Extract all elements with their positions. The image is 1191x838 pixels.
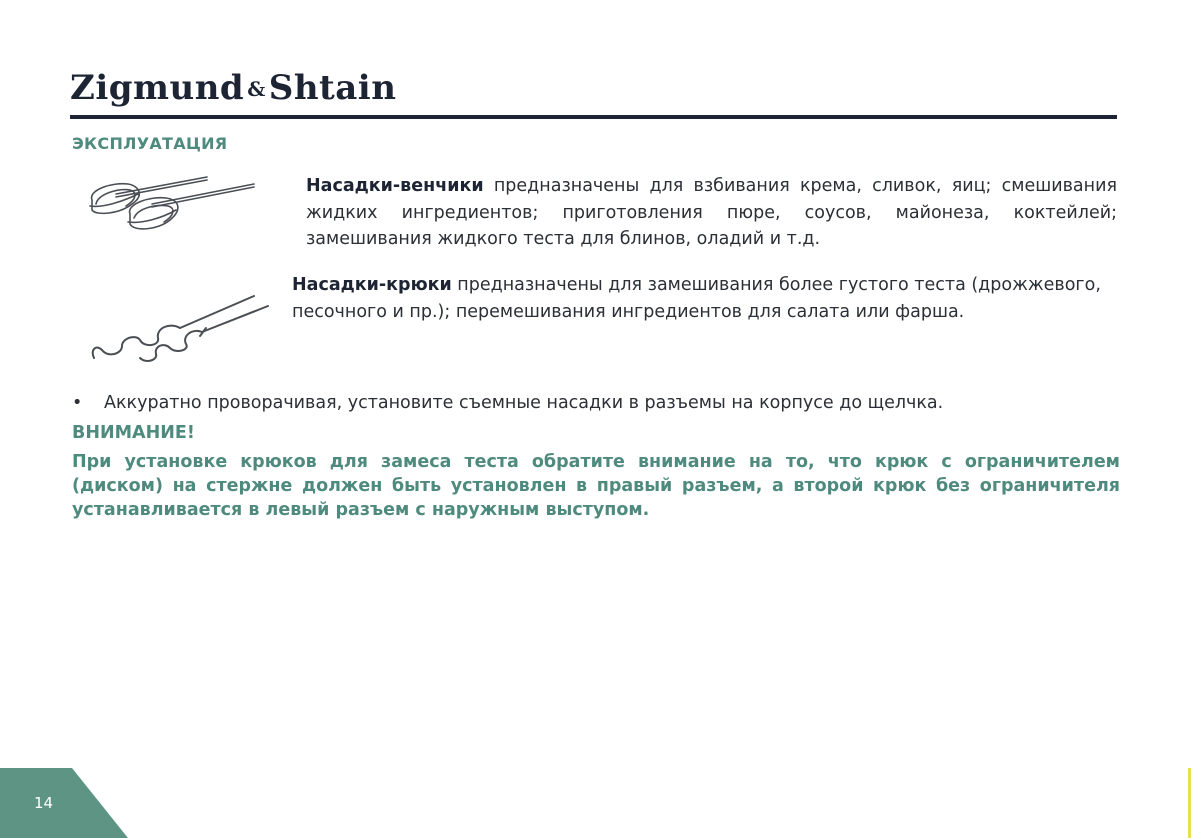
brand-name-part2: Shtain xyxy=(268,68,397,108)
hooks-description xyxy=(292,272,1112,325)
bullet-marker: • xyxy=(72,393,83,413)
hooks-title: Насадки-крюки xyxy=(292,275,452,295)
warning-title: ВНИМАНИЕ! xyxy=(72,423,195,443)
whisk-attachments-icon xyxy=(82,170,260,242)
whisks-title: Насадки-венчики xyxy=(306,176,484,196)
brand-logo xyxy=(70,68,396,112)
hooks-text: предназначены для замешивания более густого теста (дрожжевого, песочного и пр.); перемешивания ингредиентов для салата или фарша. xyxy=(292,275,1101,322)
page-number: 14 xyxy=(34,794,54,812)
installation-instruction xyxy=(72,390,1122,416)
page-number-tab xyxy=(0,768,128,838)
whisks-text: предназначены для взбивания крема, сливок, яиц; смешивания жидких ингредиентов; приготовления пюре, соусов, майонеза, коктейлей; замешивания жидкого теста для блинов, оладий и т.д. xyxy=(306,176,1117,249)
warning-text: При установке крюков для замеса теста обратите внимание на то, что крюк с ограничителем (диском) на стержне должен быть установлен в правый разъем, а второй крюк без ограничителя устанавливается в левый разъем с наружным выступом. xyxy=(72,452,1120,520)
header-divider xyxy=(70,115,1117,119)
dough-hook-attachments-icon xyxy=(82,288,272,368)
brand-ampersand: & xyxy=(247,77,266,101)
section-title: ЭКСПЛУАТАЦИЯ xyxy=(72,134,228,153)
instruction-text: Аккуратно проворачивая, установите съемные насадки в разъемы на корпусе до щелчка. xyxy=(104,393,944,413)
brand-name-part1: Zigmund xyxy=(70,68,245,108)
whisks-description xyxy=(306,173,1117,253)
